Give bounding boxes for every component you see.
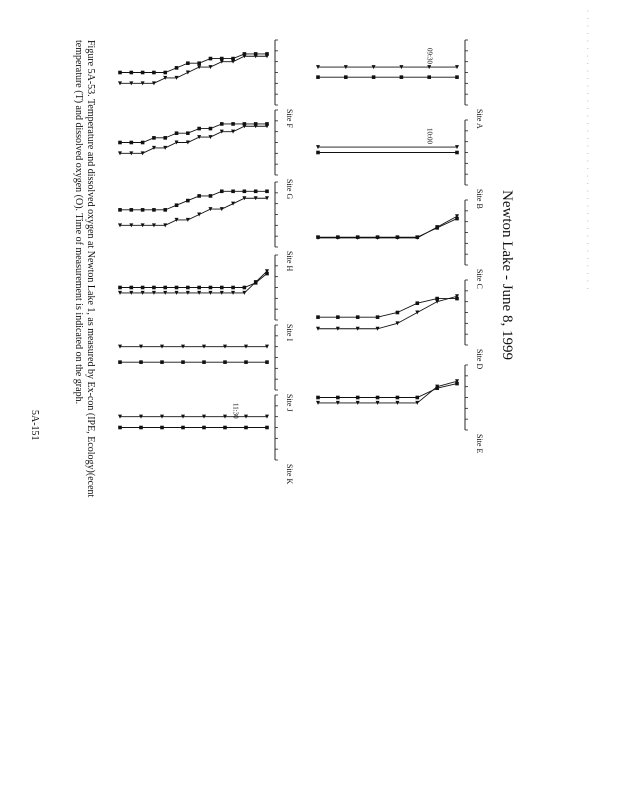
temperature-point <box>427 75 431 79</box>
panel-time-label: 10:00 <box>425 128 434 144</box>
temperature-point <box>139 426 143 430</box>
temperature-point <box>141 71 145 75</box>
temperature-point <box>396 311 400 315</box>
temperature-point <box>197 286 201 290</box>
temperature-point <box>344 75 348 79</box>
temperature-point <box>209 286 213 290</box>
temperature-point <box>141 286 145 290</box>
panel-site-h <box>118 182 294 271</box>
temperature-point <box>231 122 235 126</box>
temperature-point <box>455 75 459 79</box>
temperature-point <box>186 199 190 203</box>
oxygen-line <box>120 271 267 293</box>
temperature-point <box>209 127 213 131</box>
panel-site-label: Site I <box>285 324 294 342</box>
temperature-point <box>130 286 134 290</box>
panel-site-label: Site B <box>475 189 484 209</box>
panel-time-label: 09:30 <box>425 48 434 64</box>
panel-site-label: Site E <box>475 434 484 454</box>
panel-site-b <box>316 120 484 209</box>
figure-caption-line1: Figure 5A-53. Temperature and dissolved oxygen at Newton Lake 1, as measured by Ex-con (IPE, Ecology)(ecent <box>85 40 96 498</box>
panel-site-label: Site D <box>475 349 484 370</box>
temperature-point <box>223 360 227 364</box>
temperature-point <box>163 208 167 212</box>
temperature-point <box>415 301 419 305</box>
temperature-point <box>316 396 320 400</box>
temperature-point <box>316 315 320 319</box>
temperature-point <box>118 426 122 430</box>
temperature-point <box>175 286 179 290</box>
temperature-point <box>163 136 167 140</box>
temperature-point <box>231 286 235 290</box>
temperature-point <box>118 208 122 212</box>
panel-site-k <box>118 395 294 484</box>
temperature-point <box>202 426 206 430</box>
panel-site-g <box>118 110 294 199</box>
panel-site-f <box>118 40 294 128</box>
page-number: 5A-151 <box>29 410 40 441</box>
temperature-point <box>316 151 320 155</box>
temperature-point <box>244 426 248 430</box>
temperature-point <box>130 71 134 75</box>
temperature-point <box>396 396 400 400</box>
temperature-point <box>175 131 179 135</box>
temperature-point <box>186 286 190 290</box>
temperature-point <box>152 136 156 140</box>
temperature-point <box>118 141 122 145</box>
panel-site-e <box>316 365 484 453</box>
temperature-point <box>197 61 201 65</box>
oxygen-point <box>186 71 190 75</box>
temperature-point <box>243 189 247 193</box>
oxygen-line <box>120 198 267 225</box>
temperature-point <box>231 189 235 193</box>
oxygen-line <box>120 56 267 83</box>
oxygen-point <box>231 202 235 206</box>
oxygen-line <box>120 126 267 153</box>
panel-site-label: Site C <box>475 269 484 289</box>
temperature-point <box>356 315 360 319</box>
temperature-point <box>118 71 122 75</box>
temperature-point <box>220 286 224 290</box>
temperature-point <box>186 61 190 65</box>
temperature-point <box>244 360 248 364</box>
figure-caption-line2: temperature (T) and dissolved oxygen (O). Time of measurement is indicated on the graph. <box>73 40 84 405</box>
temperature-point <box>336 315 340 319</box>
oxygen-point <box>197 213 201 217</box>
temperature-point <box>316 75 320 79</box>
temperature-point <box>372 75 376 79</box>
temperature-point <box>220 122 224 126</box>
temperature-point <box>265 189 269 193</box>
temperature-point <box>181 426 185 430</box>
temperature-point <box>376 315 380 319</box>
panel-site-d <box>316 280 484 369</box>
temperature-point <box>400 75 404 79</box>
panel-site-j <box>118 325 294 412</box>
temperature-point <box>415 396 419 400</box>
temperature-point <box>186 131 190 135</box>
temperature-point <box>197 194 201 198</box>
temperature-point <box>356 396 360 400</box>
temperature-point <box>130 141 134 145</box>
panel-time-label: 11:30 <box>231 403 240 419</box>
temperature-point <box>130 208 134 212</box>
panel-site-label: Site F <box>285 109 294 128</box>
temperature-point <box>141 141 145 145</box>
panel-site-a <box>316 40 484 129</box>
temperature-line <box>120 191 267 210</box>
panel-site-label: Site H <box>285 251 294 272</box>
temperature-point <box>181 360 185 364</box>
temperature-point <box>220 189 224 193</box>
panel-site-label: Site J <box>285 394 294 412</box>
temperature-point <box>265 360 269 364</box>
panel-site-label: Site A <box>475 109 484 129</box>
temperature-point <box>152 208 156 212</box>
temperature-line <box>120 274 267 288</box>
temperature-point <box>376 396 380 400</box>
temperature-point <box>163 286 167 290</box>
temperature-point <box>336 396 340 400</box>
temperature-point <box>455 151 459 155</box>
temperature-point <box>118 360 122 364</box>
temperature-point <box>197 127 201 131</box>
temperature-point <box>152 286 156 290</box>
panel-site-label: Site G <box>285 179 294 200</box>
temperature-point <box>160 360 164 364</box>
temperature-point <box>202 360 206 364</box>
temperature-point <box>160 426 164 430</box>
oxygen-line <box>318 381 457 403</box>
temperature-point <box>175 66 179 70</box>
temperature-point <box>141 208 145 212</box>
temperature-point <box>209 57 213 61</box>
temperature-point <box>209 194 213 198</box>
temperature-point <box>243 286 247 290</box>
oxygen-point <box>415 311 419 315</box>
temperature-point <box>254 189 258 193</box>
panel-site-c <box>316 200 484 289</box>
temperature-point <box>175 203 179 207</box>
page-title: Newton Lake - June 8, 1999 <box>499 190 515 360</box>
margin-marks: · · · · · · · · · · · · · · · · · · · · · · · · · · · · · · · · · · · · · · <box>584 10 590 292</box>
panel-site-i <box>118 255 294 341</box>
temperature-point <box>163 71 167 75</box>
panel-site-label: Site K <box>285 464 294 485</box>
temperature-point <box>265 426 269 430</box>
temperature-point <box>223 426 227 430</box>
temperature-point <box>139 360 143 364</box>
temperature-point <box>118 286 122 290</box>
temperature-point <box>152 71 156 75</box>
